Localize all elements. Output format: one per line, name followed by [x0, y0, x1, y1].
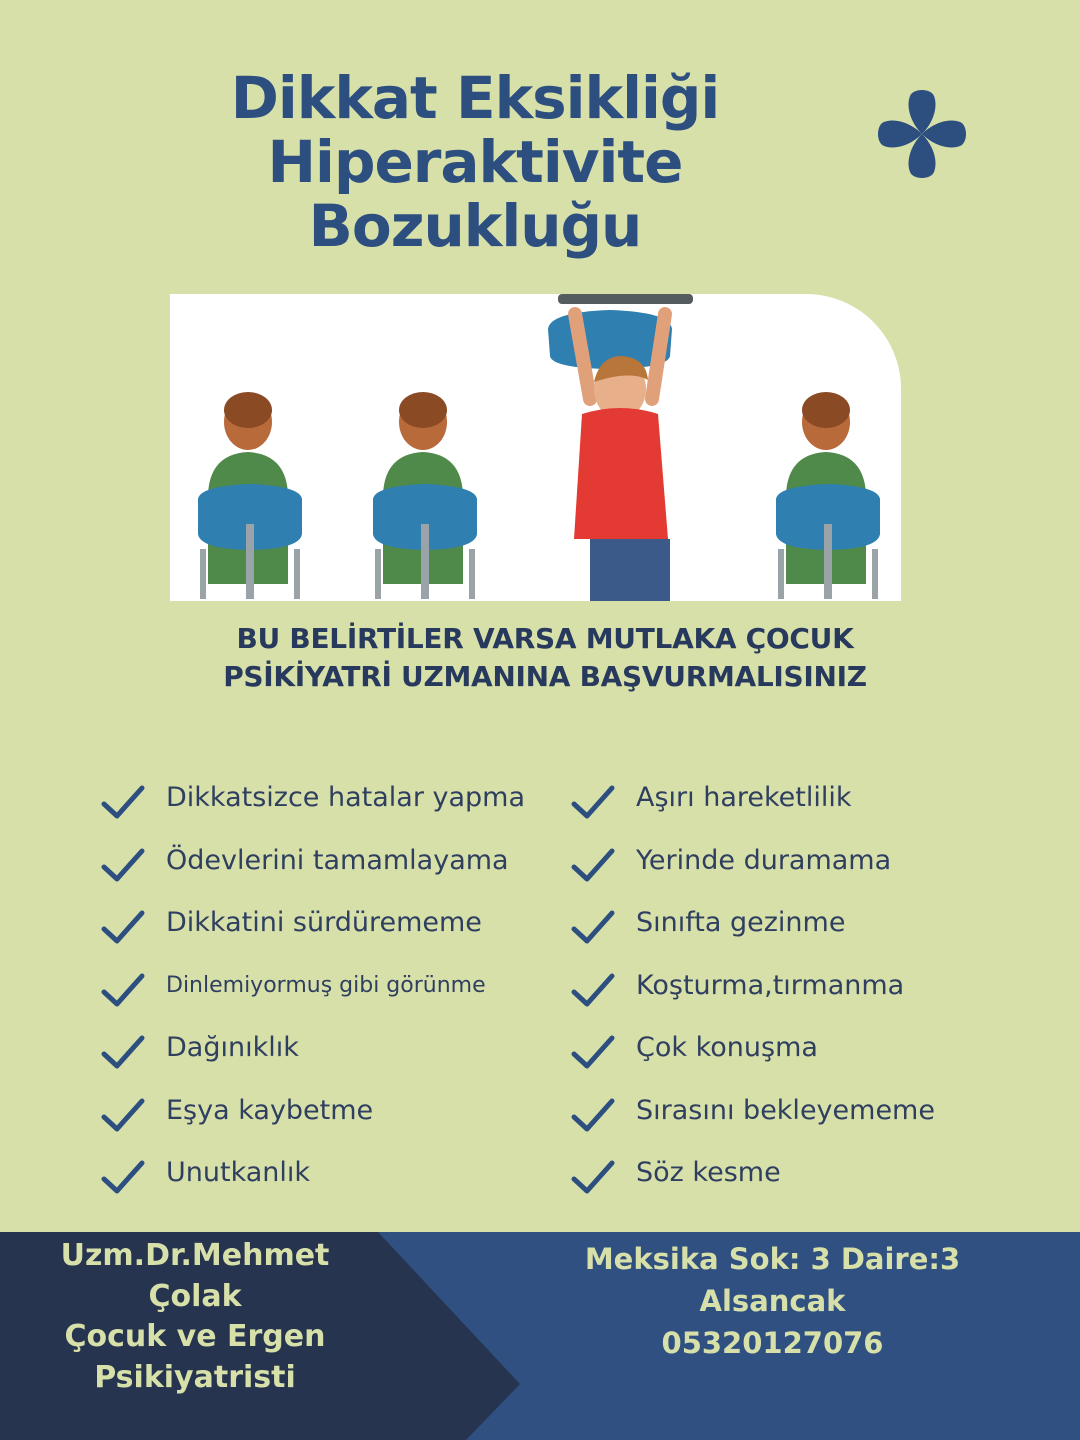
checkmark-icon: [570, 1095, 616, 1135]
address-line-2: Alsancak: [699, 1284, 846, 1318]
symptom-label: Dikkatsizce hatalar yapma: [166, 782, 526, 813]
doctor-info: [30, 1236, 360, 1398]
symptom-label: Eşya kaybetme: [166, 1094, 374, 1126]
standing-child: [548, 294, 693, 601]
address-line-1: Meksika Sok: 3 Daire:3: [584, 1242, 961, 1276]
title-line-2: Hiperaktivite: [267, 128, 683, 196]
symptom-label: Dağınıklık: [166, 1032, 299, 1063]
checkmark-icon: [570, 907, 616, 947]
symptom-label: Sınıfta gezinme: [636, 907, 846, 938]
checkmark-icon: [570, 1157, 616, 1197]
children-classroom-photo: [170, 294, 901, 601]
symptom-label: Dinlemiyormuş gibi görünme: [166, 972, 486, 998]
checkmark-icon: [100, 782, 146, 822]
contact-info: [560, 1238, 985, 1364]
checkmark-icon: [100, 845, 146, 885]
symptom-label: Dikkatini sürdürememe: [166, 907, 482, 938]
doctor-title-line-2: Psikiyatristi: [94, 1359, 296, 1395]
symptom-label: Yerinde duramama: [636, 844, 892, 876]
checkmark-icon: [570, 1032, 616, 1072]
title-line-3: Bozukluğu: [308, 192, 642, 260]
symptom-label: Aşırı hareketlilik: [636, 782, 852, 813]
checkmark-icon: [570, 845, 616, 885]
symptom-label: Çok konuşma: [636, 1032, 818, 1063]
checkmark-icon: [100, 970, 146, 1010]
phone-number[interactable]: 05320127076: [661, 1326, 884, 1360]
checkmark-icon: [100, 1095, 146, 1135]
symptom-label: Sırasını bekleyememe: [636, 1094, 935, 1126]
doctor-name-line-1: Uzm.Dr.Mehmet: [60, 1238, 330, 1273]
subtitle-line-2: PSİKİYATRİ UZMANINA BAŞVURMALISINIZ: [223, 660, 867, 693]
clover-icon: [872, 84, 972, 184]
seated-child-3: [776, 392, 880, 599]
title-line-1: Dikkat Eksikliği: [230, 64, 720, 132]
doctor-name-line-2: Çolak: [148, 1278, 242, 1314]
checkmark-icon: [100, 1032, 146, 1072]
checkmark-icon: [100, 1157, 146, 1197]
checkmark-icon: [100, 907, 146, 947]
symptom-label: Ödevlerini tamamlayama: [166, 844, 509, 876]
symptom-label: Unutkanlık: [166, 1157, 311, 1188]
checkmark-icon: [570, 782, 616, 822]
subtitle-line-1: BU BELİRTİLER VARSA MUTLAKA ÇOCUK: [236, 622, 854, 655]
seated-child-1: [198, 392, 302, 599]
symptom-label: Söz kesme: [636, 1157, 781, 1188]
seated-child-2: [373, 392, 477, 599]
page-title: [180, 66, 770, 258]
symptom-label: Koşturma,tırmanma: [636, 969, 905, 1001]
checkmark-icon: [570, 970, 616, 1010]
subtitle: [150, 620, 940, 696]
doctor-title-line-1: Çocuk ve Ergen: [64, 1319, 326, 1354]
